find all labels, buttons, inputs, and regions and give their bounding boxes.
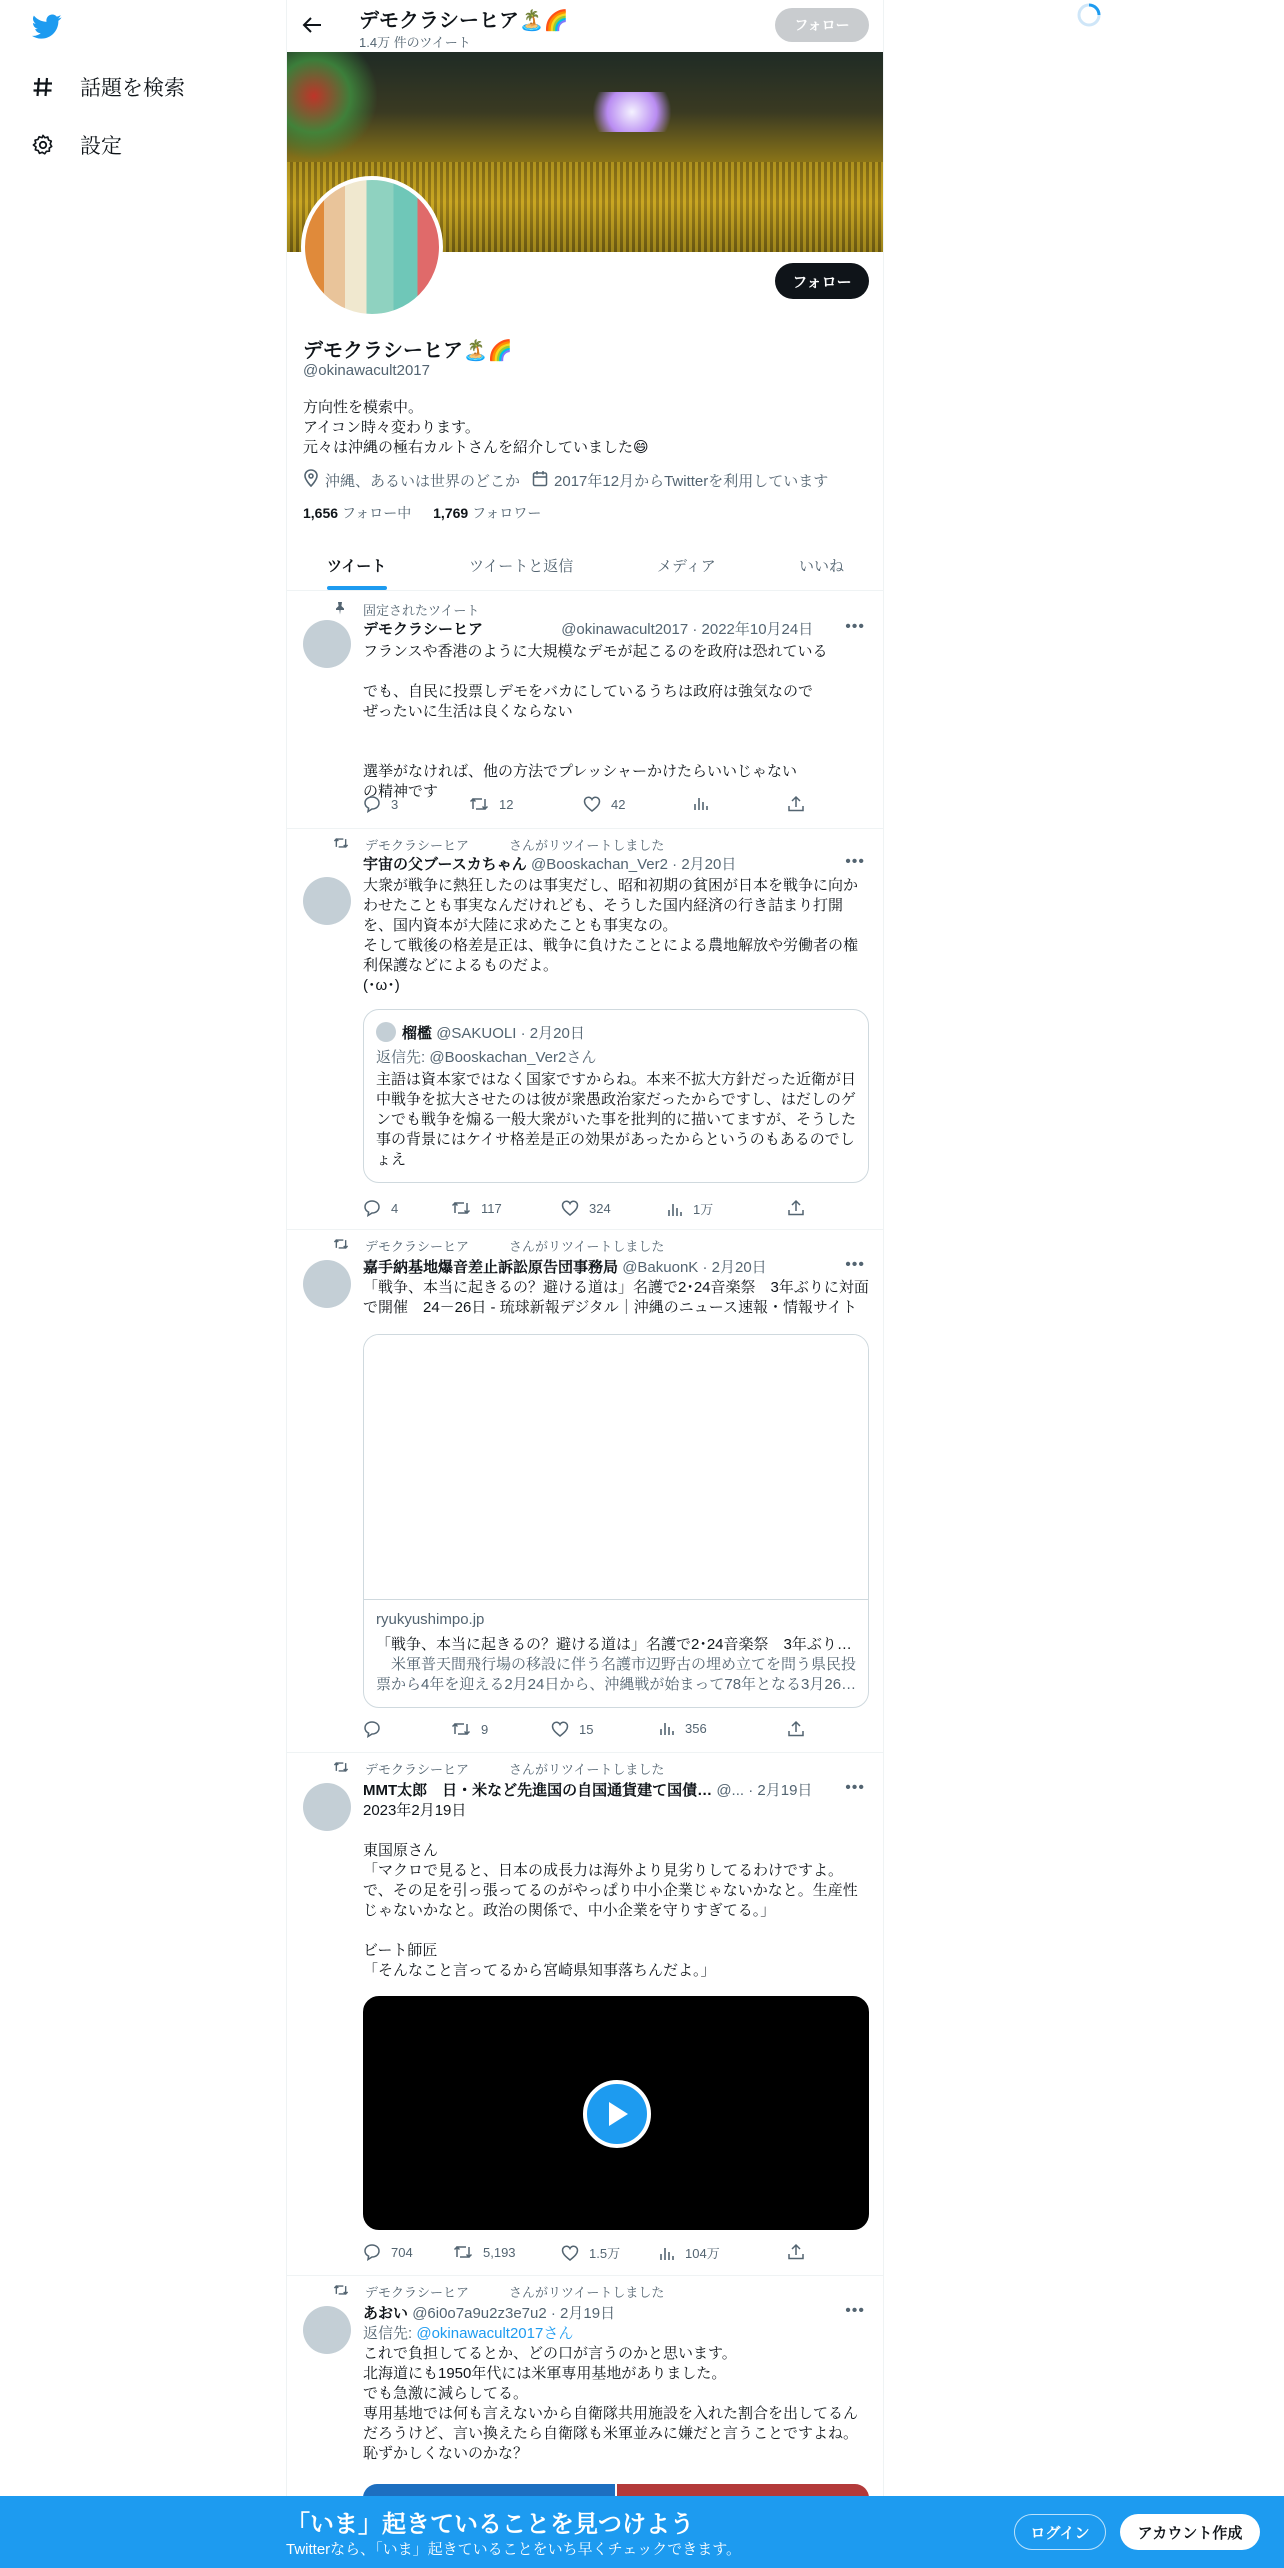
retweeter-name[interactable]: デモクラシーヒア: [365, 1762, 470, 1777]
like-count: 1.5万: [589, 2246, 621, 2261]
reply-prefix: 返信先:: [363, 2325, 413, 2342]
retweeter-name[interactable]: デモクラシーヒア: [365, 838, 470, 853]
like-count: 15: [579, 1721, 594, 1737]
gear-icon: [32, 134, 54, 156]
retweet-small-icon: [333, 1237, 349, 1254]
views-icon: [667, 1201, 683, 1217]
heart-icon: [561, 1199, 579, 1217]
tweet[interactable]: [287, 1753, 883, 2273]
retweet-small-icon: [333, 836, 349, 853]
quoted-avatar: [376, 1022, 396, 1042]
signup-button[interactable]: アカウント作成: [1120, 2514, 1260, 2550]
reply-icon: [363, 1199, 381, 1217]
nav-explore-label: 話題を検索: [80, 77, 185, 100]
reply-button[interactable]: [363, 795, 398, 813]
retweet-suffix: さんがリツイートしました: [509, 838, 665, 853]
media-right: [617, 2484, 869, 2496]
retweet-button[interactable]: [469, 795, 513, 813]
tweet-date[interactable]: · 2022年10月24日: [692, 621, 814, 638]
profile-name: デモクラシーヒア🏝️🌈: [303, 340, 513, 362]
retweet-small-icon: [333, 2283, 349, 2300]
tweet-author-name[interactable]: あおい: [363, 2305, 409, 2322]
retweet-suffix: さんがリツイートしました: [509, 1239, 665, 1254]
tweet-actions: [363, 2243, 803, 2263]
profile-tabs: [287, 538, 883, 591]
like-button[interactable]: [583, 795, 625, 813]
retweet-context: [333, 1236, 664, 1255]
avatar[interactable]: [303, 1783, 351, 1831]
share-icon: [787, 795, 805, 813]
left-nav: [0, 0, 286, 2568]
pinned-context: [333, 600, 479, 619]
followers-link[interactable]: [433, 505, 541, 521]
views-icon: [659, 1720, 675, 1736]
quoted-date: · 2月20日: [520, 1025, 585, 1042]
retweet-icon: [453, 2243, 473, 2261]
retweet-context: [333, 835, 664, 854]
views-button[interactable]: [659, 2243, 720, 2262]
share-icon: [787, 2243, 805, 2261]
like-button[interactable]: [561, 2243, 620, 2262]
retweet-icon: [469, 795, 489, 813]
tweet-author-handle[interactable]: @BakuonK: [622, 1259, 699, 1276]
share-icon: [787, 1199, 805, 1217]
retweeter-name[interactable]: デモクラシーヒア: [365, 2285, 470, 2300]
bio-line: 元々は沖縄の極右カルトさんを紹介していました😄: [303, 439, 649, 456]
twitter-bird-icon[interactable]: [32, 14, 62, 45]
following-link[interactable]: [303, 505, 411, 521]
tweet-actions: [363, 1199, 803, 1219]
tweet-date[interactable]: · 2月19日: [748, 1782, 813, 1799]
retweet-icon: [451, 1199, 471, 1217]
share-icon: [787, 1720, 805, 1738]
heart-icon: [583, 795, 601, 813]
views-button[interactable]: [667, 1199, 713, 1218]
retweet-small-icon: [333, 1760, 349, 1777]
tab-tweets-replies[interactable]: ツイートと返信: [469, 558, 574, 575]
play-icon[interactable]: [583, 2080, 651, 2148]
quoted-tweet[interactable]: [363, 1009, 869, 1183]
tweet-author-handle[interactable]: @...: [716, 1782, 745, 1799]
more-icon[interactable]: •••: [845, 2302, 865, 2319]
more-icon[interactable]: •••: [845, 618, 865, 635]
views-button[interactable]: [659, 1720, 707, 1736]
profile-joined: 2017年12月からTwitterを利用しています: [554, 472, 829, 490]
login-button[interactable]: ログイン: [1014, 2514, 1106, 2550]
tweet-author-name[interactable]: 宇宙の父ブースカちゃん: [363, 856, 527, 873]
retweet-count: 12: [499, 796, 514, 812]
link-card-domain: ryukyushimpo.jp: [376, 1611, 485, 1628]
avatar[interactable]: [303, 2306, 351, 2354]
link-card-description: 米軍普天間飛行場の移設に伴う名護市辺野古の埋め立てを問う県民投 票から4年を迎える2月24日から、沖縄戦が始まって78年となる3月26…: [376, 1656, 857, 1693]
more-icon[interactable]: •••: [845, 853, 865, 870]
tweet[interactable]: [287, 592, 883, 828]
avatar[interactable]: [303, 877, 351, 925]
tab-media[interactable]: メディア: [657, 558, 716, 575]
retweet-suffix: さんがリツイートしました: [509, 2285, 665, 2300]
reply-button[interactable]: [363, 1199, 398, 1217]
followers-label: フォロワー: [472, 505, 542, 521]
nav-explore[interactable]: [32, 72, 185, 102]
quoted-reply-context: [376, 1046, 596, 1067]
quoted-header: [402, 1022, 585, 1043]
profile-avatar[interactable]: [301, 176, 443, 318]
loading-spinner-icon: [1076, 2, 1102, 33]
more-icon[interactable]: •••: [845, 1256, 865, 1273]
tweet-header: [363, 2304, 615, 2324]
following-label: フォロー中: [341, 505, 412, 521]
tweet-actions: [363, 1720, 803, 1740]
profile-bio: [303, 398, 649, 458]
link-card[interactable]: [363, 1334, 869, 1708]
profile-meta: [303, 469, 828, 491]
more-icon[interactable]: •••: [845, 1779, 865, 1796]
signup-banner: [0, 2496, 1284, 2568]
follow-button[interactable]: フォロー: [775, 263, 869, 299]
location-pin-icon: [303, 469, 319, 491]
nav-settings[interactable]: [32, 130, 122, 160]
video-player[interactable]: [363, 1996, 869, 2230]
heart-icon: [551, 1720, 569, 1738]
share-button[interactable]: [787, 2243, 805, 2261]
reply-button[interactable]: [363, 1720, 381, 1738]
retweet-count: 117: [481, 1200, 502, 1216]
profile-counts: [303, 503, 541, 523]
reply-count: 704: [391, 2244, 413, 2260]
reply-prefix: 返信先:: [376, 1049, 426, 1066]
retweet-context: [333, 1759, 664, 1778]
tweet-text: フランスや香港のように大規模なデモが起こるのを政府は恐れている でも、自民に投票しデモをバカにしているうちは政府は強気なので ぜったいに生活は良くならない 選挙がなければ、他の方法でプレッシャーかけたらいいじゃない の精神です: [363, 643, 828, 800]
reply-icon: [363, 795, 381, 813]
reply-icon: [363, 2243, 381, 2261]
retweet-count: 5,193: [483, 2244, 516, 2260]
pin-icon: [333, 601, 347, 618]
reply-count: 4: [391, 1200, 399, 1216]
tab-active-indicator: [327, 586, 387, 590]
quoted-author-handle: @SAKUOLI: [436, 1025, 517, 1042]
media-left: [363, 2484, 615, 2496]
tweet-text: 2023年2月19日 東国原さん 「マクロで見ると、日本の成長力は海外より見劣りしてるわけですよ。 で、その足を引っ張ってるのがやっぱり中小企業じゃないかなと。生産性 じゃないかなと。政治の関係で、中小企業を守りすぎてる。」 ビート師匠 「そんなこと言ってるから宮崎県知事落ちんだよ。」: [363, 1802, 858, 1979]
hashtag-icon: [32, 76, 54, 98]
reply-count: 3: [391, 796, 399, 812]
tweet[interactable]: [287, 2276, 883, 2496]
bio-line: 方向性を模索中。: [303, 399, 424, 416]
tweet-text: 「戦争、本当に起きるの？避ける道は」名護で2･24音楽祭 3年ぶりに対面 で開催 24－26日 - 琉球新報デジタル｜沖縄のニュース速報・情報サイト: [363, 1279, 869, 1316]
share-button[interactable]: [787, 795, 805, 813]
retweeter-name[interactable]: デモクラシーヒア: [365, 1239, 470, 1254]
retweet-count: 9: [481, 1721, 489, 1737]
tweet-text: 大衆が戦争に熱狂したのは事実だし、昭和初期の貧困が日本を戦争に向か わせたことも事実なんだけれども、そうした国内経済の行き詰まり打開 を、国内資本が大陸に求めたことも事実なの。 そして戦後の格差是正は、戦争に負けたことによる農地解放や労働者の権 利保護などによるものだよ。 (･ω･): [363, 877, 859, 994]
share-button[interactable]: [787, 1199, 805, 1217]
tweet-date[interactable]: · 2月20日: [702, 1259, 767, 1276]
like-count: 42: [611, 796, 626, 812]
avatar[interactable]: [303, 620, 351, 668]
link-card-title: 「戦争、本当に起きるの？避ける道は」名護で2･24音楽祭 3年ぶり…: [376, 1636, 852, 1653]
retweet-button[interactable]: [451, 1199, 502, 1217]
reply-context: [363, 2324, 573, 2344]
views-count: 356: [685, 1720, 707, 1736]
hidden-media-strip: [363, 2484, 869, 2496]
banner-title: 「いま」起きていることを見つけよう: [286, 2511, 694, 2538]
tweet-date[interactable]: · 2月19日: [550, 2305, 616, 2322]
following-count: 1,656: [303, 505, 339, 521]
retweet-suffix: さんがリツイートしました: [509, 1762, 665, 1777]
back-arrow-icon[interactable]: [301, 14, 323, 41]
profile-location: 沖縄、あるいは世界のどこか: [325, 472, 521, 490]
views-icon: [693, 795, 709, 811]
views-count: 104万: [685, 2246, 720, 2261]
header-name: デモクラシーヒア🏝️🌈: [359, 10, 569, 32]
like-count: 324: [589, 1200, 611, 1216]
tweet[interactable]: [287, 829, 883, 1229]
tweet-author-name[interactable]: 嘉手納基地爆音差止訴訟原告団事務局: [363, 1259, 619, 1276]
nav-settings-label: 設定: [80, 135, 122, 158]
followers-count: 1,769: [433, 505, 469, 521]
quoted-text: 主語は資本家ではなく国家ですからね。本来不拡大方針だった近衛が日 中戦争を拡大させたのは彼が衆愚政治家だったからですし、はだしのゲ ンでも戦争を煽る一般大衆がいた事を批判的に描いてますが、そうした 事の背景にはケイサ格差是正の効果があったからというのもあるのでし ょえ: [376, 1071, 857, 1168]
tweet-date[interactable]: · 2月20日: [672, 856, 737, 873]
tab-tweets[interactable]: ツイート: [327, 558, 387, 575]
tweet-actions: [363, 795, 803, 815]
banner-subtitle: Twitterなら、「いま」起きていることをいち早くチェックできます。: [286, 2541, 742, 2558]
views-button[interactable]: [693, 795, 709, 811]
retweet-button[interactable]: [453, 2243, 516, 2261]
tweet-text: これで負担してるとか、どの口が言うのかと思います。 北海道にも1950年代には米軍専用基地がありました。 でも急激に減らしてる。 専用基地では何も言えないから自衛隊共用施設を入れた割合を出してるん だろうけど、言い換えたら自衛隊も米軍並みに嫌だと言うことですよね。 恥ずかしくないのかな？: [363, 2345, 859, 2462]
reply-icon: [363, 1720, 381, 1738]
reply-to-link[interactable]: @okinawacult2017さん: [416, 2325, 574, 2342]
tweet-author-name[interactable]: デモクラシーヒア: [363, 621, 484, 638]
heart-icon: [561, 2244, 579, 2262]
retweet-button[interactable]: [451, 1720, 488, 1738]
tweet[interactable]: [287, 1230, 883, 1750]
like-button[interactable]: [561, 1199, 611, 1217]
tweet-author-name[interactable]: MMT太郎 日・米など先進国の自国通貨建て国債…: [363, 1782, 713, 1799]
tweet-header: [363, 855, 736, 875]
like-button[interactable]: [551, 1720, 593, 1738]
tweet-author-handle[interactable]: @Booskachan_Ver2: [530, 856, 668, 873]
tweet-header: [363, 620, 813, 640]
quoted-author-name: 榴檻: [402, 1025, 433, 1042]
views-icon: [659, 2245, 675, 2261]
profile-handle: @okinawacult2017: [303, 362, 430, 379]
reply-button[interactable]: [363, 2243, 413, 2261]
reply-to: @Booskachan_Ver2さん: [429, 1049, 597, 1066]
tweet-author-handle[interactable]: @6i0o7a9u2z3e7u2: [412, 2305, 547, 2322]
profile-header: [287, 0, 883, 52]
link-card-image: [364, 1335, 869, 1600]
bio-line: アイコン時々変わります。: [303, 419, 480, 436]
views-count: 1万: [693, 1202, 714, 1217]
share-button[interactable]: [787, 1720, 805, 1738]
retweet-icon: [451, 1720, 471, 1738]
tweet-author-handle[interactable]: @okinawacult2017: [561, 621, 689, 638]
tweet-header: [363, 1258, 767, 1278]
retweet-context: [333, 2282, 664, 2301]
main-column: [286, 0, 884, 2568]
tweet-header: [363, 1781, 833, 1801]
header-follow-button[interactable]: フォロー: [775, 8, 869, 42]
pinned-label: 固定されたツイート: [363, 603, 480, 618]
calendar-icon: [532, 470, 548, 491]
header-tweet-count: 1.4万 件のツイート: [359, 35, 471, 50]
tab-likes[interactable]: いいね: [799, 558, 845, 575]
avatar[interactable]: [303, 1260, 351, 1308]
